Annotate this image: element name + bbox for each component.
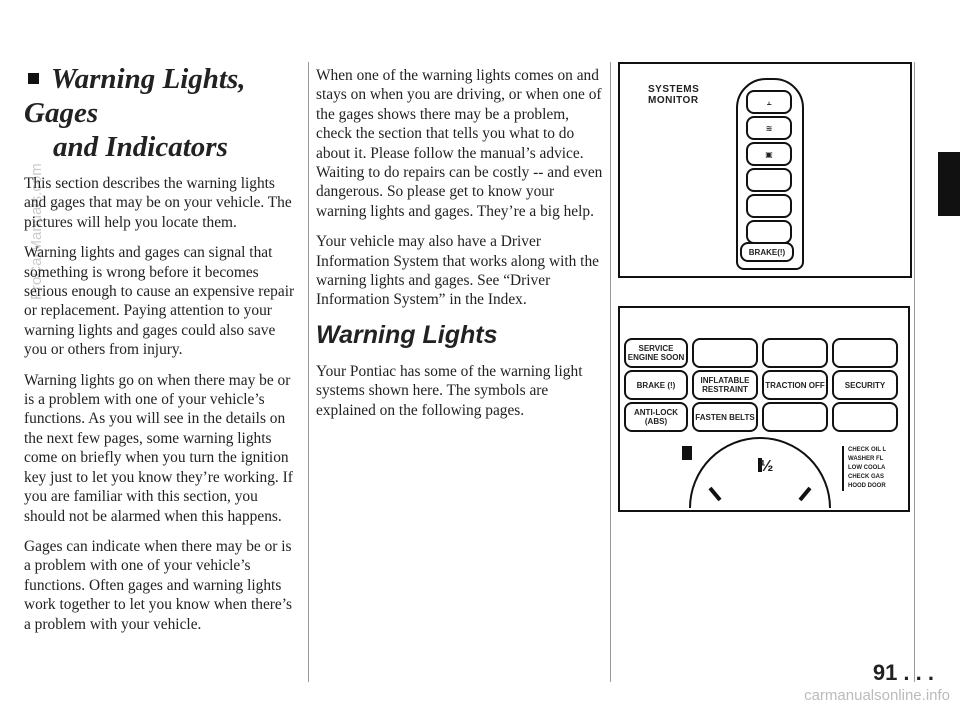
driver-info-checklist	[842, 446, 906, 491]
paragraph: Your vehicle may also have a Driver Information System that works along with the warning lights and gages. See “Driver Information System” in the Index.	[316, 233, 599, 309]
checklist-item: CHECK GAS	[848, 474, 885, 480]
subheading: Warning Lights	[316, 320, 498, 349]
systems-monitor-label	[648, 84, 699, 106]
footer-url: carmanualsonline.info	[804, 687, 950, 704]
paragraph: Your Pontiac has some of the warning light systems shown here. The symbols are explained on the following pages.	[316, 362, 583, 419]
anti-lock-lamp: ANTI-LOCK (ABS)	[624, 402, 688, 432]
section-tab	[938, 152, 960, 216]
fasten-belts-lamp: FASTEN BELTS	[692, 402, 758, 432]
checklist-item: LOW COOLA	[848, 465, 886, 471]
blank-lamp	[762, 338, 828, 368]
service-engine-soon-lamp: SERVICE ENGINE SOON	[624, 338, 688, 368]
column-divider	[914, 62, 915, 682]
oil-can-icon: ≋	[746, 116, 792, 140]
page-number: 91 . . .	[872, 660, 934, 685]
blank-lamp	[832, 402, 898, 432]
column-divider	[308, 62, 309, 682]
coolant-icon: ⫠	[746, 90, 792, 114]
checklist-item: WASHER FL	[848, 456, 884, 462]
inflatable-restraint-lamp: INFLATABLE RESTRAINT	[692, 370, 758, 400]
column-divider	[610, 62, 611, 682]
paragraph: Warning lights and gages can signal that something is wrong before it becomes serious enough to cause an expensive repair or replacement. Paying attention to your warning lights and gages could also save you or others from injury.	[24, 244, 295, 359]
section-title	[24, 62, 296, 164]
security-lamp: SECURITY	[832, 370, 898, 400]
battery-icon: ▣	[746, 142, 792, 166]
paragraph: Gages can indicate when there may be or is a problem with one of your vehicle’s functions. Often gages and warning lights work together to let you know when there’s a problem with your vehicle.	[24, 537, 292, 633]
blank-lamp	[746, 220, 792, 244]
blank-lamp	[692, 338, 758, 368]
warning-lights-cluster-illustration	[618, 306, 910, 512]
bullet-icon	[28, 73, 39, 84]
gauge-half-label: ½	[760, 458, 774, 475]
label-line: SYSTEMS	[648, 84, 700, 95]
paragraph: This section describes the warning lights and gages that may be on your vehicle. The pictures will help you locate them.	[24, 175, 292, 231]
brake-lamp: BRAKE(!)	[740, 242, 794, 262]
title-line-2: and Indicators	[53, 131, 228, 163]
systems-monitor-illustration	[618, 62, 912, 278]
paragraph: When one of the warning lights comes on and stays on when you are driving, or when one of the gages shows there may be a problem, check the section that tells you what to do about it. Please follow the manual’s advice. Waiting to do repairs can be costly -- and even dangerous. So please get to know your warning lights and gages. They’re a big help.	[316, 67, 603, 220]
watermark-text: ProCarManuals.com	[28, 163, 45, 300]
checklist-item: HOOD DOOR	[848, 483, 886, 489]
paragraph: Warning lights go on when there may be or is a problem with one of your vehicle’s functions. As you will see in the details on the next few pages, some warning lights come on briefly when you turn the ignition key just to let you know they’re working. If you are familiar with this section, you should not be alarmed when this happens.	[24, 371, 293, 525]
blank-lamp	[746, 194, 792, 218]
blank-lamp	[832, 338, 898, 368]
middle-column	[316, 66, 606, 431]
label-line: MONITOR	[648, 95, 699, 106]
blank-lamp	[746, 168, 792, 192]
traction-off-lamp: TRACTION OFF	[762, 370, 828, 400]
brake-lamp: BRAKE (!)	[624, 370, 688, 400]
title-line-1: Warning Lights, Gages	[24, 63, 246, 129]
checklist-item: CHECK OIL L	[848, 447, 887, 453]
left-column	[24, 62, 296, 645]
